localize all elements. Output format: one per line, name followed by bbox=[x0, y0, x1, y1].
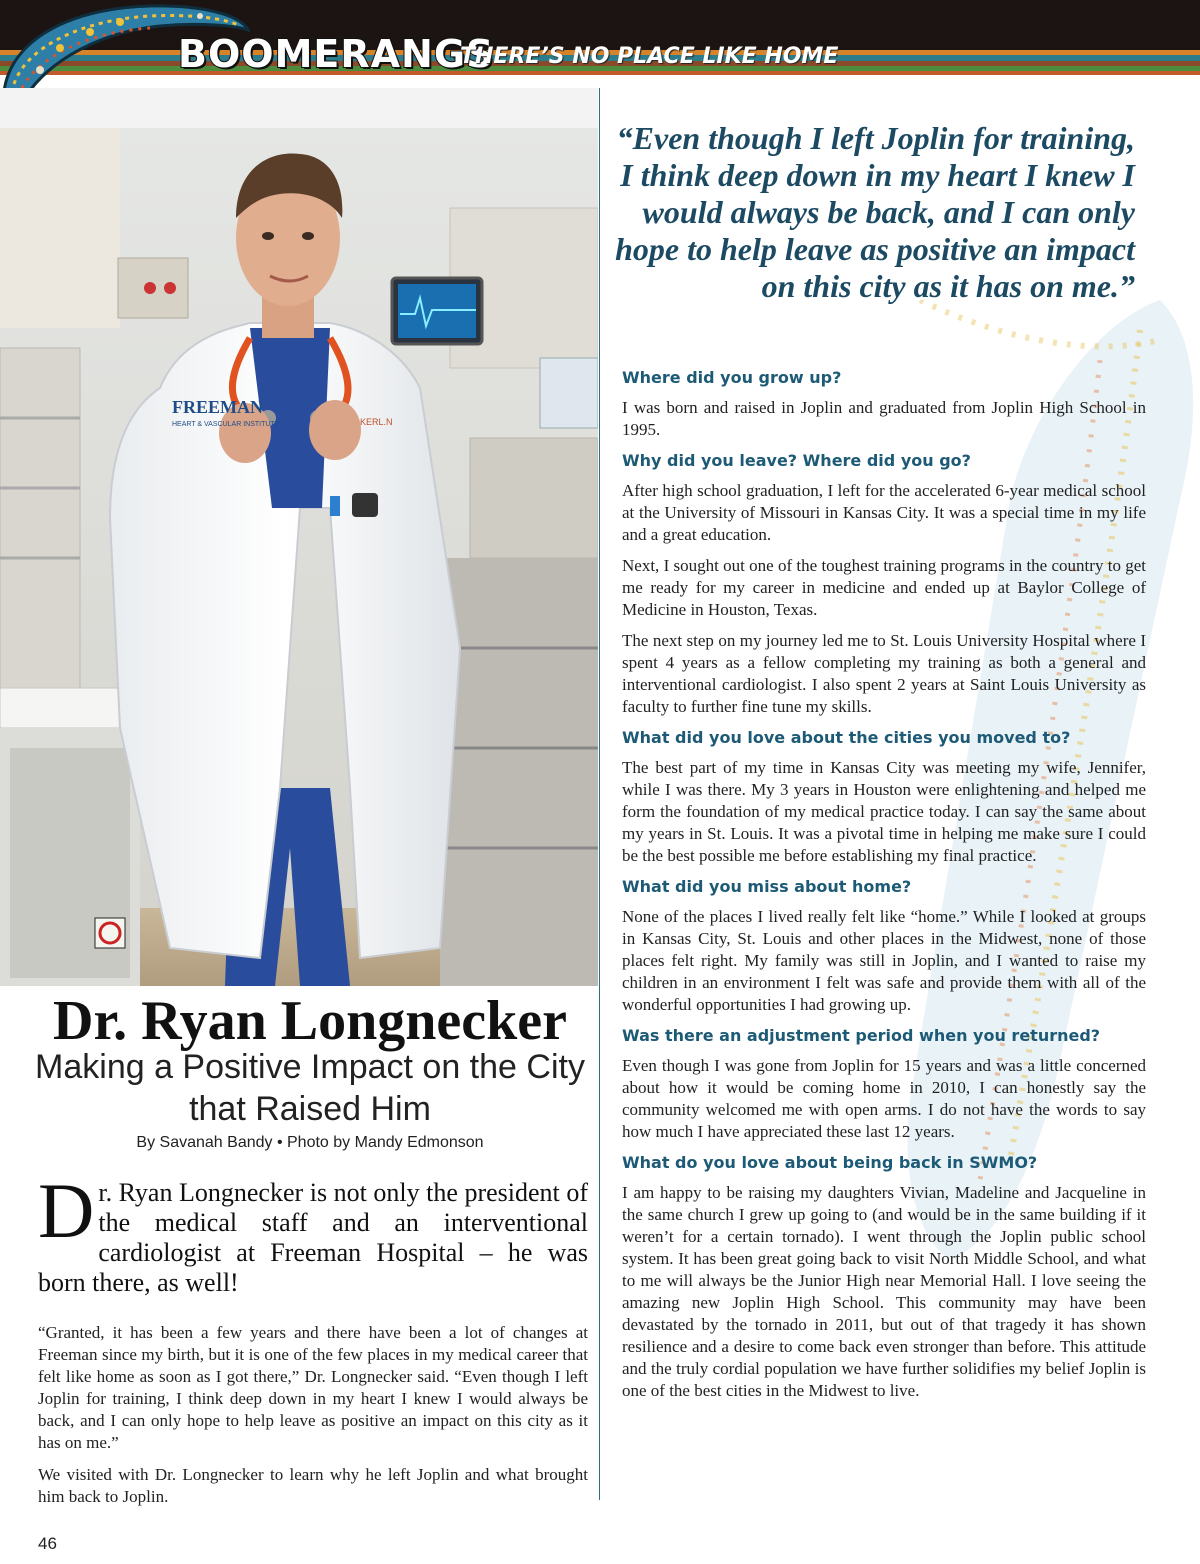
intro-body bbox=[38, 1322, 588, 1518]
column-divider bbox=[599, 88, 600, 1500]
intro-paragraph: “Granted, it has been a few years and there have been a lot of changes at Freeman since my birth, but it is one of the few places in my medical career that felt like home as soon as I got there,” Dr. Longnecker said. “Even though I left Joplin for training, I think deep down in my heart I knew I would always be back, and I can only hope to help leave as positive an impact on this city as it has on me.” bbox=[38, 1323, 588, 1452]
intro-paragraph: We visited with Dr. Longnecker to learn why he left Joplin and what brought him back to Joplin. bbox=[38, 1465, 588, 1506]
qa-question: Why did you leave? Where did you go? bbox=[622, 451, 971, 470]
drop-cap: D bbox=[38, 1167, 95, 1254]
qa-block bbox=[622, 727, 1146, 867]
article-subtitle: Making a Positive Impact on the City that Raised Him bbox=[35, 1048, 585, 1128]
qa-answer: The best part of my time in Kansas City was meeting my wife, Jennifer, while I was there. My 3 years in Houston were enlightening and helped me form the foundation of my medical practice today. I can say the same about my years in St. Louis. It was a pivotal time in helping me make sure I could be the best possible me before establishing my final practice. bbox=[622, 758, 1146, 865]
coat-logo-sub: HEART & VASCULAR INSTITUTE bbox=[172, 421, 280, 428]
page-number: 46 bbox=[38, 1534, 57, 1553]
qa-block bbox=[622, 1152, 1146, 1402]
qa-answer: I am happy to be raising my daughters Vivian, Madeline and Jacqueline in the same church I grew up going to (and would be in the same building if it weren’t for a certain tornado). I went through the Joplin public school system. It has been great going back to visit North Middle School, and what to me will always be the Junior High near Memorial Hall. I love seeing the amazing new Joplin High School. This community may have been devastated by the tornado in 2011, but out of that tragedy it has shown resilience and a desire to come back even stronger than before. This attitude and the truly cordial population we have further solidifies my belief Joplin is one of the best cities in the Midwest to live. bbox=[622, 1183, 1146, 1400]
qa-question: Where did you grow up? bbox=[622, 368, 842, 387]
qa-question: What did you love about the cities you moved to? bbox=[622, 728, 1071, 747]
article-title: Dr. Ryan Longnecker bbox=[53, 990, 567, 1052]
qa-question: Was there an adjustment period when you returned? bbox=[622, 1026, 1101, 1045]
qa-block bbox=[622, 1025, 1146, 1143]
qa-question: What did you miss about home? bbox=[622, 877, 912, 896]
qa-answer: Even though I was gone from Joplin for 15 years and was a little concerned about how it would be coming home in 2010, I can honestly say the community welcomed me with open arms. I do not have the words to say how much I have appreciated these last 12 years. bbox=[622, 1056, 1146, 1141]
qa-answer: I was born and raised in Joplin and graduated from Joplin High School in 1995. bbox=[622, 398, 1146, 439]
section-banner bbox=[0, 0, 1200, 88]
brand-title: BOOMERANGS bbox=[178, 32, 495, 76]
qa-answer: After high school graduation, I left for the accelerated 6-year medical school at the University of Missouri in Kansas City. It was a special time in my life and a great education. bbox=[622, 481, 1146, 544]
qa-answer: Next, I sought out one of the toughest training programs in the country to get me ready for my career in medicine and ended up at Baylor College of Medicine in Houston, Texas. bbox=[622, 556, 1146, 619]
qa-question: What do you love about being back in SWMO? bbox=[622, 1153, 1038, 1172]
coat-logo: FREEMAN bbox=[172, 397, 263, 417]
qa-answer: The next step on my journey led me to St. Louis University Hospital where I spent 4 years as a fellow completing my training as both a general and interventional cardiologist. I also spent 2 years at Saint Louis University as faculty to further fine tune my skills. bbox=[622, 631, 1146, 716]
article-lede bbox=[38, 1167, 588, 1298]
qa-answer: None of the places I lived really felt like “home.” While I looked at groups in Kansas City, St. Louis and other places in the Midwest, none of those places felt right. My family was still in Joplin, and I wanted to raise my children in an environment I felt was safe and provide them with all of the wonderful opportunities I had growing up. bbox=[622, 907, 1146, 1014]
qa-block bbox=[622, 367, 1146, 441]
qa-section bbox=[622, 367, 1146, 1411]
qa-block bbox=[622, 450, 1146, 718]
doctor-photo bbox=[0, 88, 598, 986]
name-tag: KERL.N bbox=[360, 417, 393, 427]
section-tagline: THERE’S NO PLACE LIKE HOME bbox=[460, 44, 839, 69]
qa-block bbox=[622, 876, 1146, 1016]
pull-quote: “Even though I left Joplin for training, I think deep down in my heart I knew I would always be back, and I can only hope to help leave as positive an impact on this city as it has on me.” bbox=[615, 120, 1135, 304]
article-byline: By Savanah Bandy • Photo by Mandy Edmonson bbox=[136, 1134, 484, 1151]
lede-text: r. Ryan Longnecker is not only the president of the medical staff and an interventional cardiologist at Freeman Hospital – he was born there, as well! bbox=[38, 1178, 588, 1297]
